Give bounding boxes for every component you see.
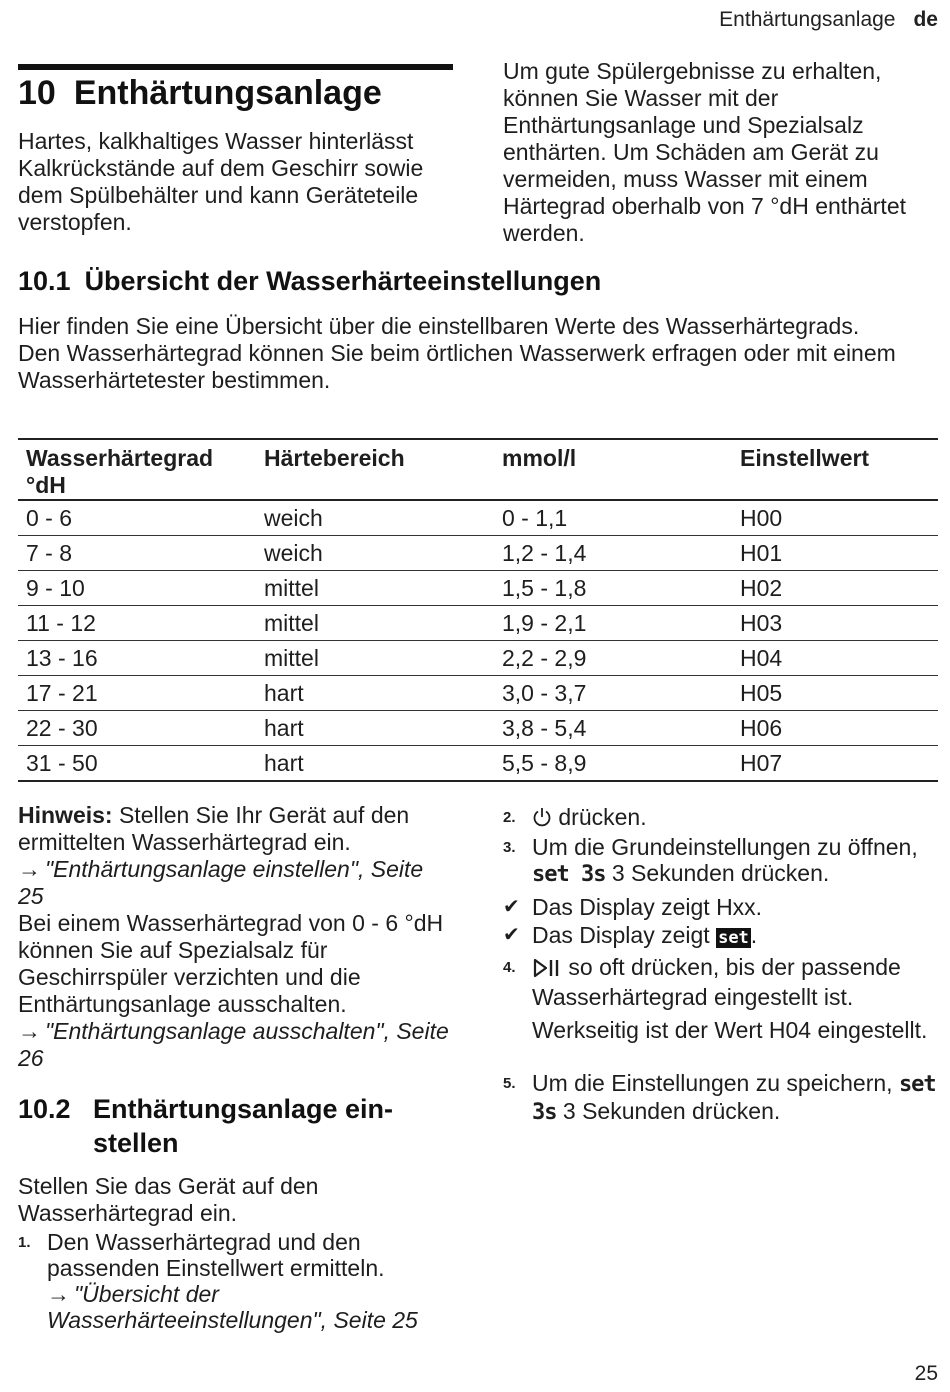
- step-3-text-b: 3 Sekunden drücken.: [611, 860, 830, 886]
- table-cell: 1,9 - 2,1: [494, 606, 732, 641]
- chapter-intro-left: [18, 128, 448, 236]
- table-row: [18, 571, 938, 606]
- step-2-marker: 2.: [503, 809, 516, 826]
- section-10-1-intro-2: Den Wasserhärtegrad können Sie beim örtlichen Wasserwerk erfragen oder mit einem Wasserhärtetester bestimmen.: [18, 340, 896, 393]
- step-2: [503, 804, 943, 833]
- step-1: [18, 1229, 448, 1333]
- step-1-xref-text: "Übersicht der Wasserhärteeinstellungen", Seite 25: [47, 1281, 418, 1333]
- table-cell: H03: [732, 606, 938, 641]
- table-header-cell: Wasserhärtegrad °dH: [18, 439, 256, 500]
- table-cell: 2,2 - 2,9: [494, 641, 732, 676]
- play-pause-icon: [532, 957, 562, 984]
- table-cell: 9 - 10: [18, 571, 256, 606]
- note-xref-2-text: "Enthärtungsanlage ausschalten", Seite 26: [18, 1018, 449, 1071]
- table-cell: hart: [256, 746, 494, 782]
- step-3: [503, 834, 943, 888]
- chapter-rule: [18, 64, 453, 70]
- table-cell: mittel: [256, 571, 494, 606]
- arrow-right-icon: →: [18, 856, 41, 882]
- result-1: [503, 894, 943, 920]
- table-row: [18, 641, 938, 676]
- table-cell: 3,0 - 3,7: [494, 676, 732, 711]
- table-cell: H01: [732, 536, 938, 571]
- table-cell: H05: [732, 676, 938, 711]
- header-language: de: [913, 8, 938, 31]
- chapter-intro-left-text: Hartes, kalkhaltiges Wasser hinterlässt Kalkrückstände auf dem Geschirr sowie dem Spülbehälter und kann Geräteteile verstopfen.: [18, 128, 424, 235]
- table-cell: 13 - 16: [18, 641, 256, 676]
- chapter-intro-right-text: Um gute Spülergebnisse zu erhalten, können Sie Wasser mit der Enthärtungsanlage und Spezialsalz enthärten. Um Schäden am Gerät zu vermeiden, muss Wasser mit einem Härtegrad oberhalb von 7 °dH enthärtet werden.: [503, 58, 907, 246]
- note-text-2: Bei einem Wasserhärtegrad von 0 - 6 °dH können Sie auf Spezialsalz für Geschirrspüler verzichten und die Enthärtungsanlage ausschalten.: [18, 910, 444, 1017]
- arrow-right-icon: →: [18, 1018, 41, 1044]
- table-cell: H06: [732, 711, 938, 746]
- step-5-text-b: 3 Sekunden drücken.: [562, 1098, 781, 1124]
- step-4-marker: 4.: [503, 959, 516, 976]
- chapter-intro-right: [503, 58, 943, 247]
- table-row: [18, 711, 938, 746]
- result-2: ✔ Das Display zeigt set.: [503, 922, 758, 948]
- table-header-row: [18, 439, 938, 500]
- section-10-2-intro: [18, 1173, 448, 1227]
- step-3-marker: 3.: [503, 839, 516, 856]
- step-2-text: drücken.: [558, 804, 647, 830]
- table-cell: 3,8 - 5,4: [494, 711, 732, 746]
- section-10-2-title-line1: Enthärtungsanlage ein-: [93, 1094, 394, 1124]
- note-block: [18, 802, 453, 1072]
- note-xref-1[interactable]: [18, 856, 453, 910]
- checkmark-icon: ✔: [503, 896, 520, 918]
- note-xref-1-text: "Enthärtungsanlage einstellen", Seite 25: [18, 856, 424, 909]
- table-cell: 22 - 30: [18, 711, 256, 746]
- table-cell: H00: [732, 500, 938, 536]
- step-5: [503, 1070, 943, 1126]
- table-cell: mittel: [256, 606, 494, 641]
- section-10-2-number: 10.2: [18, 1094, 71, 1124]
- step-1-text: Den Wasserhärtegrad und den passenden Einstellwert ermitteln.: [47, 1229, 385, 1281]
- section-10-1-title: [18, 264, 601, 298]
- table-cell: weich: [256, 500, 494, 536]
- chapter-title: [18, 72, 382, 114]
- section-10-1-intro-1: Hier finden Sie eine Übersicht über die einstellbaren Werte des Wasserhärtegrads.: [18, 313, 860, 339]
- power-icon: [532, 806, 552, 833]
- table-cell: mittel: [256, 641, 494, 676]
- step-3-text-a: Um die Grundeinstellungen zu öffnen,: [532, 834, 918, 860]
- checkmark-icon: ✔: [503, 924, 520, 946]
- section-10-1-title-text: Übersicht der Wasserhärteeinstellungen: [84, 266, 602, 296]
- table-cell: 17 - 21: [18, 676, 256, 711]
- table-cell: 1,5 - 1,8: [494, 571, 732, 606]
- table-row: [18, 676, 938, 711]
- step-4-note: Werkseitig ist der Wert H04 eingestellt.: [532, 1017, 928, 1043]
- note-label: Hinweis:: [18, 802, 113, 828]
- table-cell: weich: [256, 536, 494, 571]
- table-cell: 7 - 8: [18, 536, 256, 571]
- section-10-2-title: [18, 1092, 448, 1160]
- step-5-marker: 5.: [503, 1075, 516, 1092]
- table-row: [18, 606, 938, 641]
- note-xref-2[interactable]: [18, 1018, 453, 1072]
- step-4-text: so oft drücken, bis der passende Wasserhärtegrad eingestellt ist.: [532, 954, 901, 1010]
- section-10-2-intro-text: Stellen Sie das Gerät auf den Wasserhärtegrad ein.: [18, 1173, 319, 1226]
- water-hardness-table: [18, 438, 938, 782]
- section-10-1-number: 10.1: [18, 266, 71, 296]
- table-row: [18, 536, 938, 571]
- section-10-1-intro: [18, 313, 938, 394]
- table-cell: hart: [256, 711, 494, 746]
- table-cell: hart: [256, 676, 494, 711]
- table-cell: 1,2 - 1,4: [494, 536, 732, 571]
- result-1-text: Das Display zeigt Hxx.: [532, 894, 763, 920]
- table-row: [18, 746, 938, 782]
- arrow-right-icon: →: [47, 1281, 70, 1307]
- display-set-indicator: set: [718, 928, 749, 948]
- table-cell: 31 - 50: [18, 746, 256, 782]
- set-3s-key: set 3s: [532, 862, 606, 887]
- page-number: 25: [914, 1362, 938, 1385]
- table-header-cell: mmol/l: [494, 439, 732, 500]
- chapter-title-text: Enthärtungsanlage: [73, 74, 382, 112]
- table-cell: 0 - 1,1: [494, 500, 732, 536]
- set-3s-key: set 3s: [532, 1072, 936, 1125]
- table-header-cell: Einstellwert: [732, 439, 938, 500]
- table-cell: H04: [732, 641, 938, 676]
- step-5-text-a: Um die Einstellungen zu speichern,: [532, 1070, 893, 1096]
- table-cell: H02: [732, 571, 938, 606]
- step-4: [503, 954, 943, 1043]
- table-row: [18, 500, 938, 536]
- table-cell: 5,5 - 8,9: [494, 746, 732, 782]
- step-1-marker: 1.: [18, 1234, 31, 1251]
- running-header: [719, 8, 938, 32]
- section-10-2-title-line2: stellen: [93, 1128, 179, 1158]
- chapter-number: 10: [18, 74, 56, 112]
- table-cell: H07: [732, 746, 938, 782]
- table-cell: 0 - 6: [18, 500, 256, 536]
- step-1-xref[interactable]: [18, 1281, 448, 1333]
- result-2-text: Das Display zeigt: [532, 922, 710, 948]
- note-text-1: Stellen Sie Ihr Gerät auf den ermittelten Wasserhärtegrad ein.: [18, 802, 410, 855]
- table-cell: 11 - 12: [18, 606, 256, 641]
- header-section: Enthärtungsanlage: [719, 8, 896, 31]
- table-header-cell: Härtebereich: [256, 439, 494, 500]
